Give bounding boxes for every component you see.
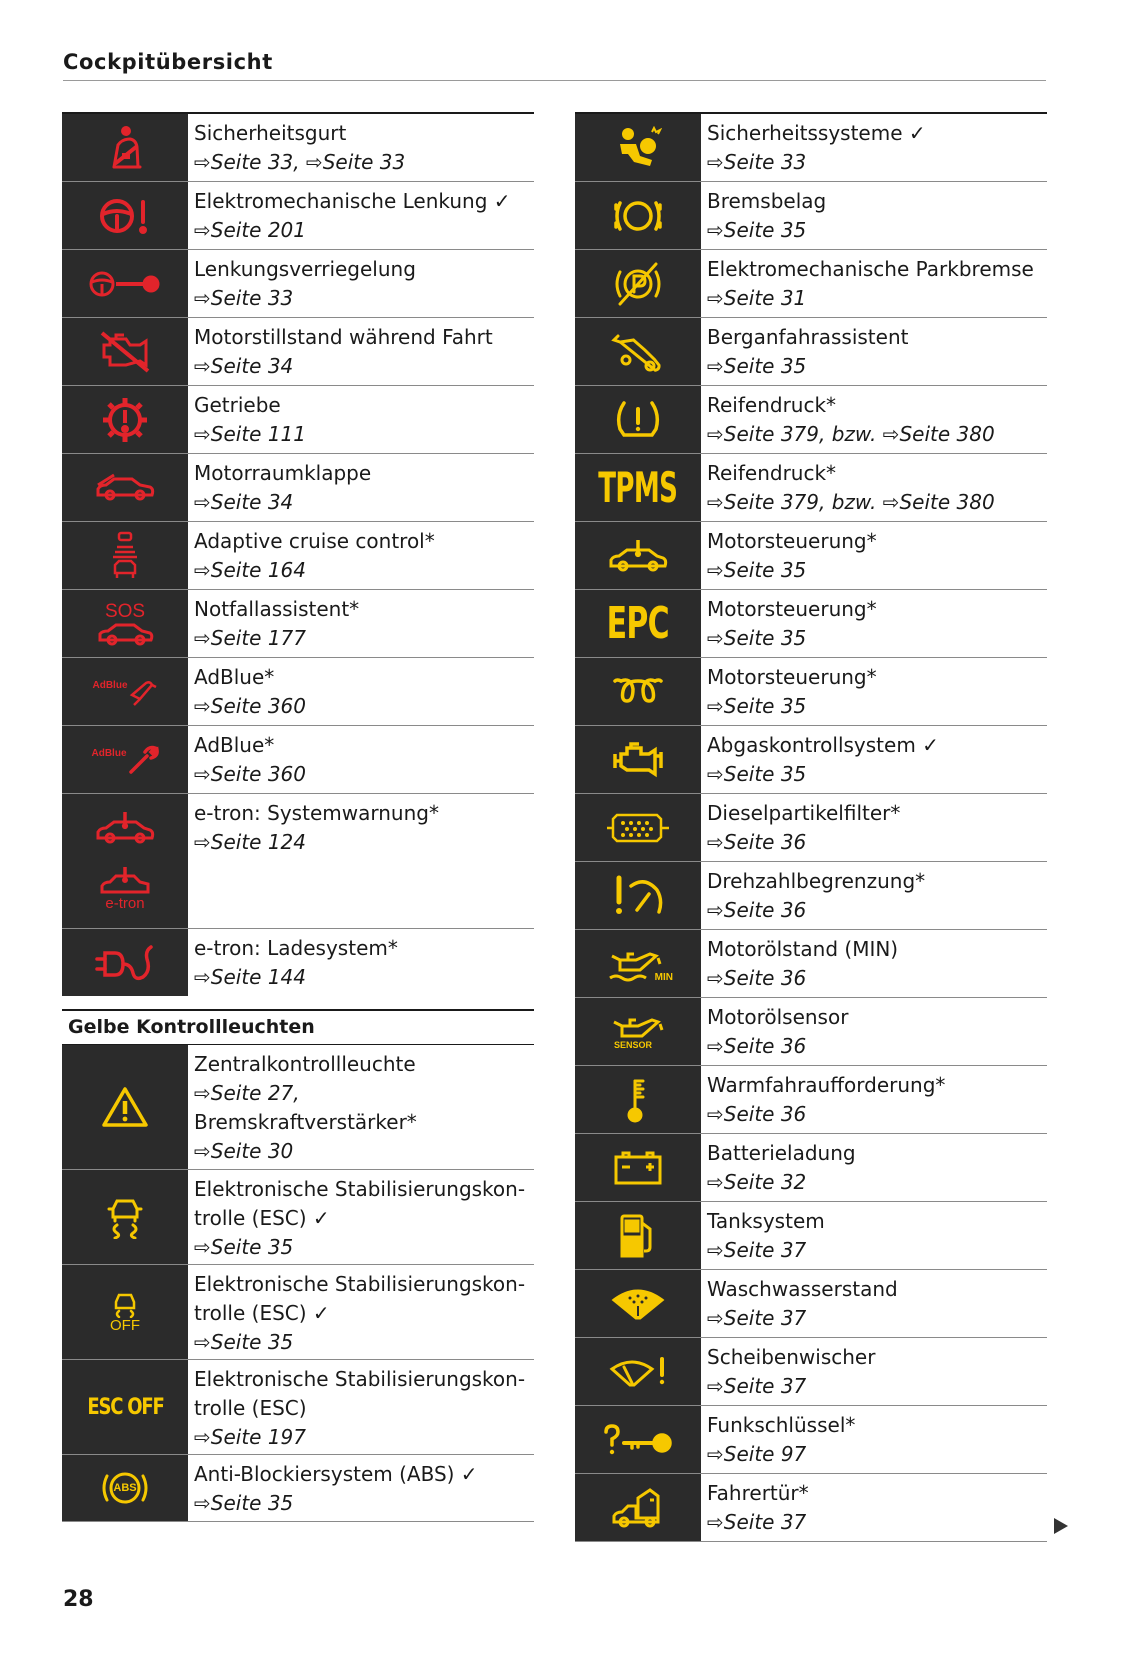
table-row bbox=[575, 386, 1047, 454]
battery-icon bbox=[575, 1134, 701, 1201]
row-label: e-tron: Ladesystem* bbox=[194, 936, 398, 960]
page-reference[interactable]: ⇨Seite 37 bbox=[707, 1374, 807, 1398]
table-row bbox=[575, 182, 1047, 250]
row-label: Elektromechanische Parkbremse bbox=[707, 257, 1034, 281]
adaptive-cruise-icon bbox=[62, 522, 188, 589]
table-row bbox=[575, 794, 1047, 862]
row-label: Motorölsensor bbox=[707, 1005, 849, 1029]
row-label: Berganfahrassistent bbox=[707, 325, 909, 349]
table-row bbox=[62, 1170, 534, 1265]
gear-warning-icon bbox=[62, 386, 188, 453]
warning-triangle-icon bbox=[62, 1045, 188, 1169]
row-label: trolle (ESC) ✓ bbox=[194, 1301, 330, 1325]
key-question-icon bbox=[575, 1406, 701, 1473]
table-row bbox=[575, 998, 1047, 1066]
steering-lock-icon bbox=[62, 250, 188, 317]
table-row bbox=[575, 454, 1047, 522]
page-reference[interactable]: ⇨Seite 35 bbox=[707, 762, 807, 786]
page-reference[interactable]: ⇨Seite 37 bbox=[707, 1510, 807, 1534]
brake-pad-icon bbox=[575, 182, 701, 249]
esc-off-icon bbox=[62, 1265, 188, 1359]
abs-label: ABS bbox=[113, 1482, 137, 1494]
page-reference[interactable]: ⇨Seite 111 bbox=[194, 422, 306, 446]
adblue-fill-icon bbox=[62, 658, 188, 725]
adblue-wrench-icon bbox=[62, 726, 188, 793]
off-label: OFF bbox=[110, 1316, 140, 1334]
row-label: Getriebe bbox=[194, 393, 281, 417]
page-reference[interactable]: ⇨Seite 35 bbox=[194, 1491, 294, 1515]
row-label: Anti-Blockiersystem (ABS) ✓ bbox=[194, 1462, 478, 1486]
table-row bbox=[575, 862, 1047, 930]
page-reference[interactable]: ⇨Seite 177 bbox=[194, 626, 306, 650]
table-row bbox=[62, 114, 534, 182]
page-reference[interactable]: ⇨Seite 201 bbox=[194, 218, 306, 242]
table-row bbox=[575, 1406, 1047, 1474]
row-label: Waschwasserstand bbox=[707, 1277, 898, 1301]
row-label: trolle (ESC) ✓ bbox=[194, 1206, 330, 1230]
row-label: Motorsteuerung* bbox=[707, 597, 877, 621]
row-label: Motorstillstand während Fahrt bbox=[194, 325, 493, 349]
right-column bbox=[575, 112, 1047, 1542]
car-warning-icon bbox=[62, 794, 188, 928]
row-label: Lenkungsverriegelung bbox=[194, 257, 416, 281]
esc-skid-icon bbox=[62, 1170, 188, 1264]
etron-warning-icon bbox=[98, 866, 152, 912]
car-hood-icon bbox=[62, 454, 188, 521]
page-reference[interactable]: ⇨Seite 32 bbox=[707, 1170, 807, 1194]
parking-brake-off-icon bbox=[575, 250, 701, 317]
charging-plug-icon bbox=[62, 929, 188, 996]
etron-label: e-tron bbox=[105, 895, 145, 912]
yellow-indicator-table bbox=[62, 1045, 534, 1522]
table-row bbox=[575, 1270, 1047, 1338]
table-row bbox=[575, 1202, 1047, 1270]
red-indicator-table bbox=[62, 112, 534, 996]
row-label: e-tron: Systemwarnung* bbox=[194, 801, 439, 825]
fuel-pump-icon bbox=[575, 1202, 701, 1269]
row-label: AdBlue* bbox=[194, 733, 275, 757]
page-reference[interactable]: ⇨Seite 379, bzw. ⇨Seite 380 bbox=[707, 490, 995, 514]
airbag-icon bbox=[575, 114, 701, 181]
page-reference[interactable]: ⇨Seite 35 bbox=[707, 218, 807, 242]
row-label: Fahrertür* bbox=[707, 1481, 809, 1505]
table-row bbox=[575, 114, 1047, 182]
driver-door-icon bbox=[575, 1474, 701, 1541]
page-reference[interactable]: ⇨Seite 36 bbox=[707, 898, 807, 922]
sensor-label: SENSOR bbox=[613, 1039, 652, 1050]
page-title: Cockpitübersicht bbox=[63, 50, 1046, 81]
row-label: Tanksystem bbox=[707, 1209, 825, 1233]
page-reference[interactable]: ⇨Seite 144 bbox=[194, 965, 306, 989]
oil-sensor-icon bbox=[575, 998, 701, 1065]
row-label: Batterieladung bbox=[707, 1141, 856, 1165]
oil-level-min-icon bbox=[575, 930, 701, 997]
page-reference[interactable]: ⇨Seite 35 bbox=[194, 1330, 294, 1354]
table-row bbox=[62, 658, 534, 726]
page-reference[interactable]: ⇨Seite 35 bbox=[707, 626, 807, 650]
adblue-label: AdBlue bbox=[92, 680, 128, 691]
abs-icon bbox=[62, 1455, 188, 1521]
page-reference[interactable]: ⇨Seite 35 bbox=[707, 694, 807, 718]
row-label: Bremsbelag bbox=[707, 189, 827, 213]
table-row bbox=[62, 1455, 534, 1522]
table-row bbox=[62, 454, 534, 522]
row-label: Sicherheitsgurt bbox=[194, 121, 347, 145]
row-label: Reifendruck* bbox=[707, 461, 837, 485]
table-row bbox=[62, 386, 534, 454]
page-reference[interactable]: ⇨Seite 34 bbox=[194, 490, 294, 514]
table-row bbox=[575, 930, 1047, 998]
row-label: Scheibenwischer bbox=[707, 1345, 876, 1369]
table-row bbox=[62, 522, 534, 590]
tpms-text-icon bbox=[575, 454, 701, 521]
rpm-limit-icon bbox=[575, 862, 701, 929]
sos-label: SOS bbox=[104, 600, 146, 622]
glow-plug-icon bbox=[575, 658, 701, 725]
steering-warning-icon bbox=[62, 182, 188, 249]
table-row bbox=[62, 929, 534, 996]
epc-label: EPC bbox=[606, 597, 670, 649]
row-label: Motorraumklappe bbox=[194, 461, 372, 485]
adblue-label: AdBlue bbox=[91, 748, 127, 759]
row-label: Sicherheitssysteme ✓ bbox=[707, 121, 926, 145]
page-reference[interactable]: ⇨Seite 37 bbox=[707, 1306, 807, 1330]
page-reference[interactable]: ⇨Seite 36 bbox=[707, 1034, 807, 1058]
page-reference[interactable]: ⇨Seite 124 bbox=[194, 830, 306, 854]
page-reference[interactable]: ⇨Seite 164 bbox=[194, 558, 306, 582]
table-row bbox=[575, 1066, 1047, 1134]
yellow-indicator-table-right bbox=[575, 112, 1047, 1542]
section-title: Gelbe Kontrollleuchten bbox=[62, 1009, 534, 1045]
engine-off-icon bbox=[62, 318, 188, 385]
page-reference[interactable]: ⇨Seite 379, bzw. ⇨Seite 380 bbox=[707, 422, 995, 446]
table-row bbox=[575, 590, 1047, 658]
row-label: Abgaskontrollsystem ✓ bbox=[707, 733, 939, 757]
page-reference[interactable]: ⇨Seite 35 bbox=[707, 558, 807, 582]
tpms-label: TPMS bbox=[598, 462, 678, 512]
page-reference[interactable]: ⇨Seite 33, ⇨Seite 33 bbox=[194, 150, 406, 174]
row-label: Bremskraftverstärker* bbox=[194, 1110, 417, 1134]
table-row bbox=[575, 1134, 1047, 1202]
check-engine-icon bbox=[575, 726, 701, 793]
esc-off-label: ESC OFF bbox=[86, 1394, 164, 1420]
table-row bbox=[62, 1360, 534, 1455]
row-label: Drehzahlbegrenzung* bbox=[707, 869, 926, 893]
row-label: Elektronische Stabilisierungskon- bbox=[194, 1177, 526, 1201]
table-row bbox=[62, 250, 534, 318]
page-reference[interactable]: ⇨Seite 34 bbox=[194, 354, 294, 378]
seatbelt-icon bbox=[62, 114, 188, 181]
row-label: Elektromechanische Lenkung ✓ bbox=[194, 189, 511, 213]
car-warning-icon bbox=[575, 522, 701, 589]
particle-filter-icon bbox=[575, 794, 701, 861]
page-reference[interactable]: ⇨Seite 36 bbox=[707, 966, 807, 990]
table-row bbox=[62, 590, 534, 658]
next-page-arrow-icon[interactable] bbox=[1054, 1518, 1068, 1534]
table-row bbox=[575, 522, 1047, 590]
page-reference[interactable]: ⇨Seite 36 bbox=[707, 830, 807, 854]
page-reference[interactable]: ⇨Seite 35 bbox=[194, 1235, 294, 1259]
row-label: Dieselpartikelfilter* bbox=[707, 801, 901, 825]
page-reference[interactable]: ⇨Seite 30 bbox=[194, 1139, 294, 1163]
table-row bbox=[62, 726, 534, 794]
row-label: trolle (ESC) bbox=[194, 1396, 307, 1420]
sos-car-icon bbox=[62, 590, 188, 657]
washer-fluid-icon bbox=[575, 1270, 701, 1337]
table-row bbox=[62, 1265, 534, 1360]
row-label: Reifendruck* bbox=[707, 393, 837, 417]
row-label: Motorsteuerung* bbox=[707, 665, 877, 689]
page-reference[interactable]: ⇨Seite 360 bbox=[194, 762, 306, 786]
page-reference[interactable]: ⇨Seite 35 bbox=[707, 354, 807, 378]
page-reference[interactable]: ⇨Seite 97 bbox=[707, 1442, 807, 1466]
table-row bbox=[575, 1474, 1047, 1542]
table-row bbox=[62, 794, 534, 929]
epc-text-icon bbox=[575, 590, 701, 657]
page-reference[interactable]: ⇨Seite 197 bbox=[194, 1425, 306, 1449]
wiper-warning-icon bbox=[575, 1338, 701, 1405]
hill-hold-icon bbox=[575, 318, 701, 385]
table-row bbox=[62, 1045, 534, 1170]
min-label: MIN bbox=[654, 972, 673, 983]
table-row bbox=[62, 182, 534, 250]
row-label: Notfallassistent* bbox=[194, 597, 360, 621]
table-row bbox=[575, 318, 1047, 386]
row-label: Funkschlüssel* bbox=[707, 1413, 856, 1437]
table-row bbox=[62, 318, 534, 386]
page-reference[interactable]: ⇨Seite 36 bbox=[707, 1102, 807, 1126]
table-row bbox=[575, 250, 1047, 318]
esc-off-text-icon bbox=[62, 1360, 188, 1454]
tire-pressure-icon bbox=[575, 386, 701, 453]
row-label: AdBlue* bbox=[194, 665, 275, 689]
table-row bbox=[575, 726, 1047, 794]
page-reference[interactable]: ⇨Seite 33 bbox=[194, 286, 294, 310]
table-row bbox=[575, 658, 1047, 726]
page-reference[interactable]: ⇨Seite 360 bbox=[194, 694, 306, 718]
page-reference[interactable]: ⇨Seite 37 bbox=[707, 1238, 807, 1262]
thermometer-icon bbox=[575, 1066, 701, 1133]
left-column bbox=[62, 112, 534, 1522]
row-label: Elektronische Stabilisierungskon- bbox=[194, 1272, 526, 1296]
row-label: Zentralkontrollleuchte bbox=[194, 1052, 416, 1076]
row-label: Adaptive cruise control* bbox=[194, 529, 435, 553]
row-label: Warmfahraufforderung* bbox=[707, 1073, 946, 1097]
row-label: Motorsteuerung* bbox=[707, 529, 877, 553]
page-reference[interactable]: ⇨Seite 31 bbox=[707, 286, 807, 310]
page-reference[interactable]: ⇨Seite 33 bbox=[707, 150, 807, 174]
table-row bbox=[575, 1338, 1047, 1406]
page-number: 28 bbox=[63, 1587, 94, 1612]
row-label: Elektronische Stabilisierungskon- bbox=[194, 1367, 526, 1391]
page-reference[interactable]: ⇨Seite 27, bbox=[194, 1081, 300, 1105]
row-label: Motorölstand (MIN) bbox=[707, 937, 899, 961]
